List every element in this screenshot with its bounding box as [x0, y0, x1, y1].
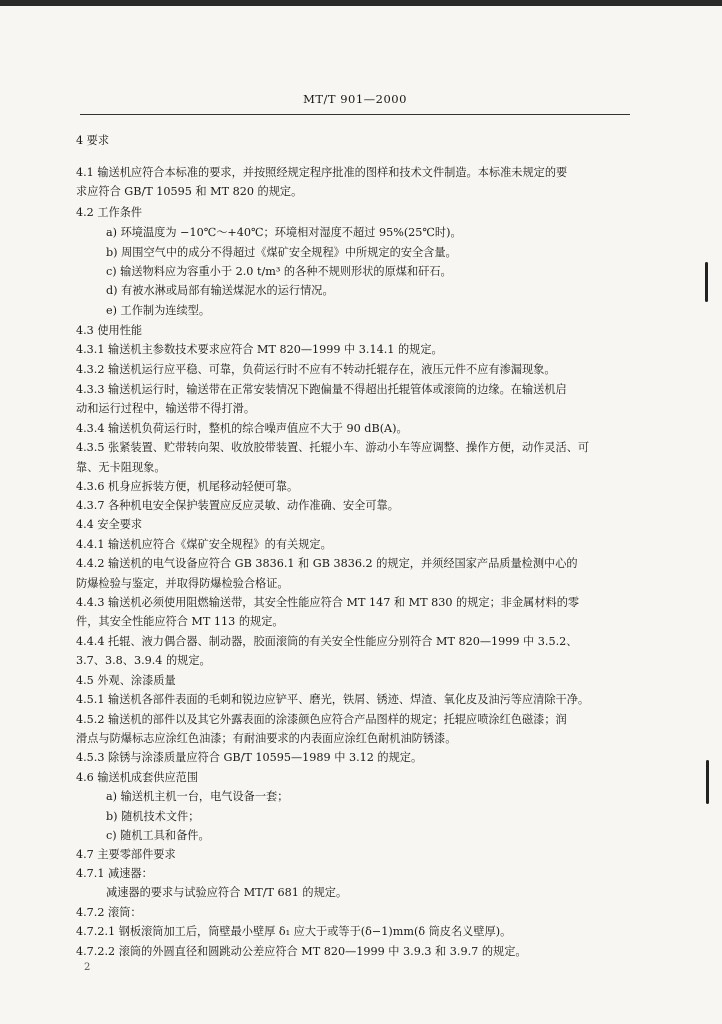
text-line: 4.4.3 输送机必须使用阻燃输送带，其安全性能应符合 MT 147 和 MT 830 的规定；非金属材料的零 — [76, 596, 580, 609]
text-line: 4.4 安全要求 — [76, 518, 143, 531]
text-line: 防爆检验与鉴定，并取得防爆检验合格证。 — [76, 577, 289, 590]
text-line: b) 周围空气中的成分不得超过《煤矿安全规程》中所规定的安全含量。 — [106, 246, 457, 259]
text-line: 4.5 外观、涂漆质量 — [76, 674, 176, 687]
text-line: 4.2 工作条件 — [76, 206, 143, 219]
text-line: b) 随机技术文件； — [106, 810, 200, 823]
text-line: 4.7.2 滚筒： — [76, 906, 142, 919]
text-line: 4.7.1 减速器： — [76, 867, 153, 880]
text-line: a) 输送机主机一台，电气设备一套； — [106, 790, 289, 803]
text-line: 4.7.2.2 滚筒的外圆直径和圆跳动公差应符合 MT 820—1999 中 3.9.3 和 3.9.7 的规定。 — [76, 945, 527, 958]
text-line: 4.3.3 输送机运行时，输送带在正常安装情况下跑偏量不得超出托辊管体或滚筒的边缘。在输送机启 — [76, 383, 567, 396]
text-line: d) 有被水淋或局部有输送煤泥水的运行情况。 — [106, 284, 334, 297]
header-rule — [80, 114, 630, 115]
text-line: 4.3.7 各种机电安全保护装置应反应灵敏、动作准确、安全可靠。 — [76, 499, 399, 512]
page-number: 2 — [84, 962, 91, 973]
text-line: 3.7、3.8、3.9.4 的规定。 — [76, 654, 211, 667]
text-line: 4.7.2.1 钢板滚筒加工后，筒壁最小壁厚 δ₁ 应大于或等于(δ−1)mm(δ 筒皮名义壁厚)。 — [76, 925, 512, 938]
text-line: 4.1 输送机应符合本标准的要求，并按照经规定程序批准的图样和技术文件制造。本标准未规定的要 — [76, 166, 568, 179]
scan-top-edge — [0, 0, 722, 6]
text-line: c) 随机工具和备件。 — [106, 829, 210, 842]
text-line: 4.3.2 输送机运行应平稳、可靠，负荷运行时不应有不转动托辊存在，液压元件不应有渗漏现象。 — [76, 363, 556, 376]
text-line: 件，其安全性能应符合 MT 113 的规定。 — [76, 615, 284, 628]
text-line: 4.5.3 除锈与涂漆质量应符合 GB/T 10595—1989 中 3.12 的规定。 — [76, 751, 423, 764]
text-line: 靠、无卡阻现象。 — [76, 461, 166, 474]
text-line: 滑点与防爆标志应涂红色油漆；有耐油要求的内表面应涂红色耐机油防锈漆。 — [76, 732, 457, 745]
text-line: 4.6 输送机成套供应范围 — [76, 771, 199, 784]
text-line: 4.4.1 输送机应符合《煤矿安全规程》的有关规定。 — [76, 538, 332, 551]
text-line: 4.4.2 输送机的电气设备应符合 GB 3836.1 和 GB 3836.2 的规定，并须经国家产品质量检测中心的 — [76, 557, 578, 570]
text-line: 4.3 使用性能 — [76, 324, 143, 337]
text-line: 4.4.4 托辊、液力偶合器、制动器，胶面滚筒的有关安全性能应分别符合 MT 820—1999 中 3.5.2、 — [76, 635, 578, 648]
text-line: 4 要求 — [76, 134, 110, 147]
text-line: 4.3.4 输送机负荷运行时，整机的综合噪声值应不大于 90 dB(A)。 — [76, 422, 408, 435]
text-line: e) 工作制为连续型。 — [106, 304, 211, 317]
margin-mark — [706, 760, 709, 804]
text-line: a) 环境温度为 −10℃～+40℃；环境相对湿度不超过 95%(25℃时)。 — [106, 226, 462, 239]
text-line: 4.3.6 机身应拆装方便，机尾移动轻便可靠。 — [76, 480, 299, 493]
text-line: 4.5.2 输送机的部件以及其它外露表面的涂漆颜色应符合产品图样的规定；托辊应喷涂红色磁漆；润 — [76, 713, 567, 726]
text-line: c) 输送物料应为容重小于 2.0 t/m³ 的各种不规则形状的原煤和矸石。 — [106, 265, 452, 278]
text-line: 求应符合 GB/T 10595 和 MT 820 的规定。 — [76, 185, 303, 198]
text-line: 4.3.1 输送机主参数技术要求应符合 MT 820—1999 中 3.14.1 的规定。 — [76, 343, 443, 356]
text-line: 4.7 主要零部件要求 — [76, 848, 176, 861]
standard-code-header: MT/T 901—2000 — [303, 92, 407, 106]
text-line: 4.3.5 张紧装置、贮带转向架、收放胶带装置、托辊小车、游动小车等应调整、操作方便，动作灵活、可 — [76, 441, 590, 454]
text-line: 4.5.1 输送机各部件表面的毛刺和锐边应铲平、磨光，铁屑、锈迹、焊渣、氧化皮及油污等应清除干净。 — [76, 693, 590, 706]
text-line: 动和运行过程中，输送带不得打滑。 — [76, 402, 256, 415]
text-line: 减速器的要求与试验应符合 MT/T 681 的规定。 — [106, 886, 348, 899]
margin-mark — [705, 262, 708, 302]
